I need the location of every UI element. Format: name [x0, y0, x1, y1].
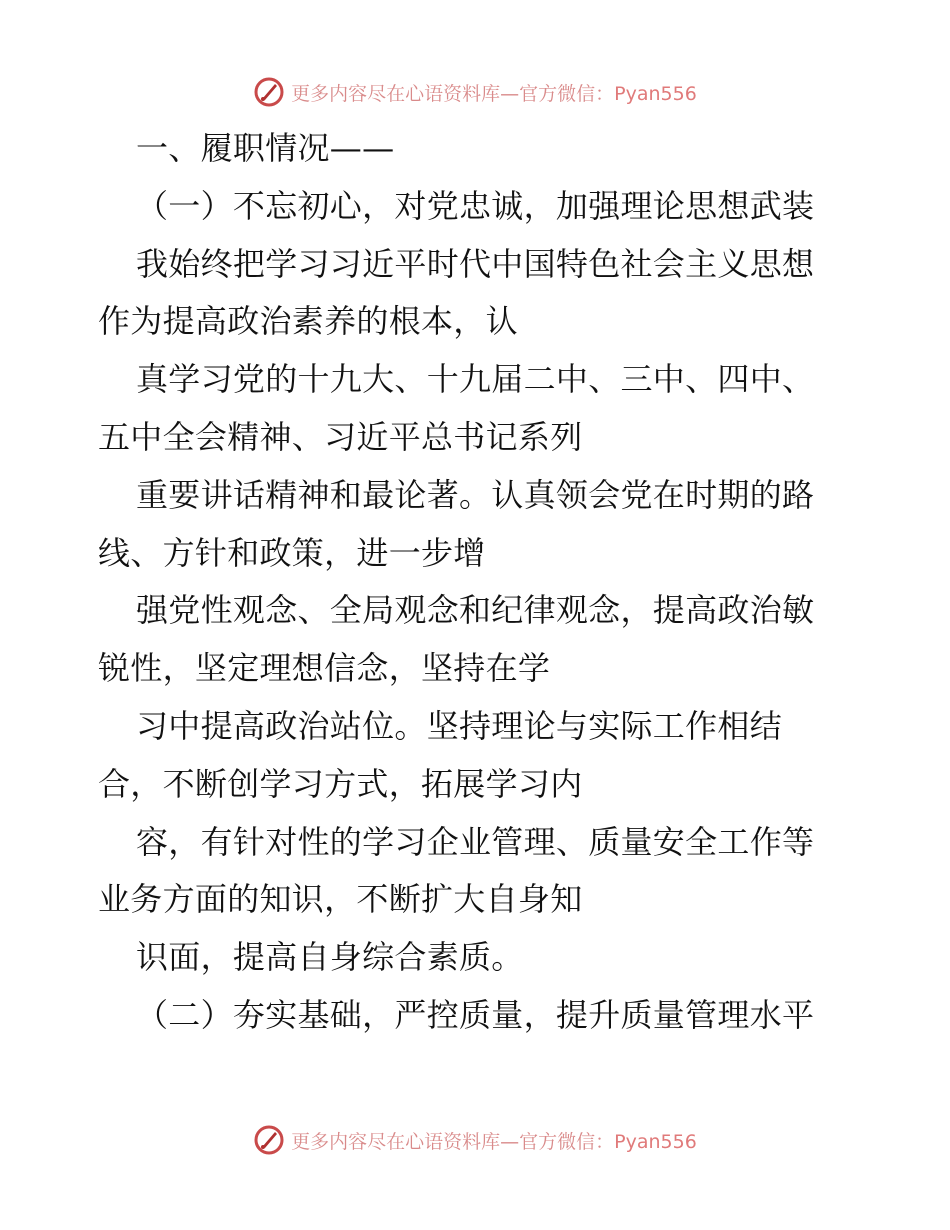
text-line: 合，不断创学习方式，拓展学习内	[98, 764, 583, 803]
watermark-text: 更多内容尽在心语资料库—官方微信：Pyan556	[291, 82, 697, 105]
text-line: 真学习党的十九大、十九届二中、三中、四中、	[136, 360, 815, 399]
text-line: 五中全会精神、习近平总书记系列	[98, 417, 583, 456]
text-line: 锐性，坚定理想信念，坚持在学	[98, 649, 551, 688]
watermark-text: 更多内容尽在心语资料库—官方微信：Pyan556	[291, 1130, 697, 1153]
footer-watermark	[0, 1120, 950, 1160]
text-line: 容，有针对性的学习企业管理、质量安全工作等	[136, 822, 815, 861]
text-line: 线、方针和政策，进一步增	[98, 533, 486, 572]
text-line: （二）夯实基础，严控质量，提升质量管理水平	[136, 995, 815, 1034]
text-line: 作为提高政治素养的根本，认	[98, 302, 518, 341]
text-line: 强党性观念、全局观念和纪律观念，提高政治敏	[136, 591, 815, 630]
text-line: 一、履职情况——	[136, 129, 395, 167]
document-body	[98, 120, 858, 1045]
quill-logo-icon	[253, 76, 285, 108]
text-line: 习中提高政治站位。坚持理论与实际工作相结	[136, 706, 783, 745]
quill-logo-icon	[253, 1124, 285, 1156]
text-line: （一）不忘初心，对党忠诚，加强理论思想武装	[136, 186, 815, 225]
text-line: 我始终把学习习近平时代中国特色社会主义思想	[136, 244, 815, 283]
text-line: 识面，提高自身综合素质。	[136, 938, 524, 977]
header-watermark	[0, 72, 950, 112]
text-line: 业务方面的知识，不断扩大自身知	[98, 880, 583, 919]
text-line: 重要讲话精神和最论著。认真领会党在时期的路	[136, 475, 815, 514]
